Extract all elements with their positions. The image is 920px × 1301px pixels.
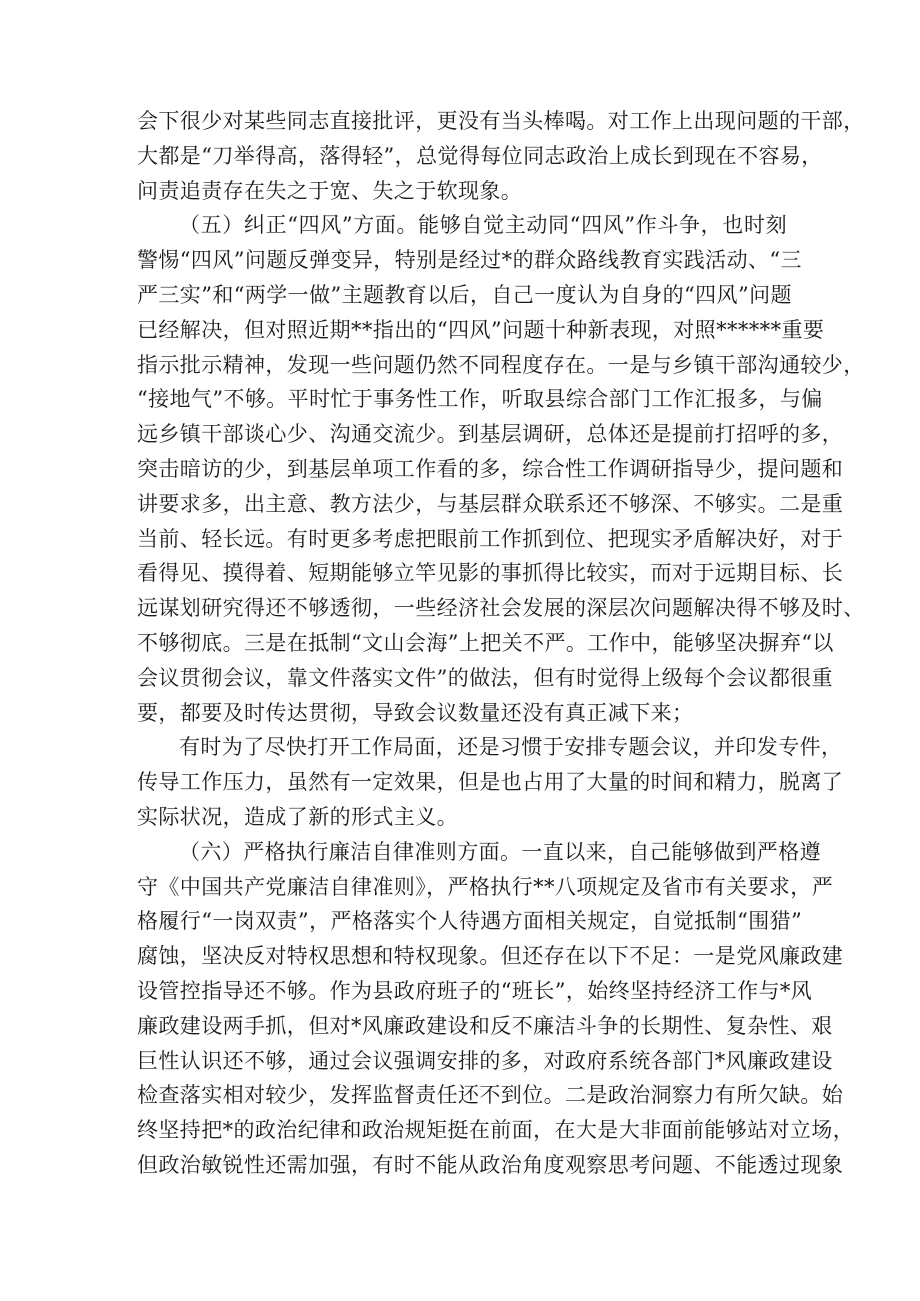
text-line: 讲要求多，出主意、教方法少，与基层群众联系还不够深、不够实。二是重 <box>137 491 844 516</box>
text-line: 不够彻底。三是在抵制“文山会海”上把关不严。工作中，能够坚决摒弃“以 <box>137 630 834 655</box>
text-line: “接地气”不够。平时忙于事务性工作，听取县综合部门工作汇报多，与偏 <box>137 387 823 412</box>
text-line: （五）纠正“四风”方面。能够自觉主动同“四风”作斗争，也时刻 <box>179 213 787 238</box>
text-line: 传导工作压力，虽然有一定效果，但是也占用了大量的时间和精力，脱离了 <box>137 770 844 795</box>
text-line: 格履行“一岗双责”，严格落实个人待遇方面相关规定，自觉抵制“围猎” <box>137 909 803 934</box>
text-line: （六）严格执行廉洁自律准则方面。一直以来，自己能够做到严格遵 <box>179 839 821 864</box>
text-line: 有时为了尽快打开工作局面，还是习惯于安排专题会议，并印发专件， <box>179 735 843 760</box>
paragraph <box>137 104 865 208</box>
text-line: 检查落实相对较少，发挥监督责任还不到位。二是政治洞察力有所欠缺。始 <box>137 1083 844 1108</box>
text-line: 看得见、摸得着、短期能够立竿见影的事抓得比较实，而对于远期目标、长 <box>137 561 844 586</box>
text-line: 腐蚀，坚决反对特权思想和特权现象。但还存在以下不足：一是党风廉政建 <box>137 944 844 969</box>
text-line: 指示批示精神，发现一些问题仍然不同程度存在。一是与乡镇干部沟通较少， <box>137 352 865 377</box>
document-body <box>137 104 865 1183</box>
text-line: 当前、轻长远。有时更多考虑把眼前工作抓到位、把现实矛盾解决好，对于 <box>137 526 844 551</box>
text-line: 远乡镇干部谈心少、沟通交流少。到基层调研，总体还是提前打招呼的多， <box>137 422 844 447</box>
text-line: 但政治敏锐性还需加强，有时不能从政治角度观察思考问题、不能透过现象 <box>137 1152 844 1177</box>
paragraph <box>137 835 855 1183</box>
text-line: 问责追责存在失之于宽、失之于软现象。 <box>137 178 523 203</box>
text-line: 终坚持把*的政治纪律和政治规矩挺在前面，在大是大非面前能够站对立场， <box>137 1118 855 1143</box>
text-line: 大都是“刀举得高，落得轻”，总觉得每位同志政治上成长到现在不容易， <box>137 143 823 168</box>
text-line: 会议贯彻会议，靠文件落实文件”的做法，但有时觉得上级每个会议都很重 <box>137 665 833 690</box>
text-line: 突击暗访的少，到基层单项工作看的多，综合性工作调研指导少，提问题和 <box>137 456 844 481</box>
text-line: 巨性认识还不够，通过会议强调安排的多，对政府系统各部门*风廉政建设 <box>137 1048 833 1073</box>
text-line: 严三实”和“两学一做”主题教育以后，自己一度认为自身的“四风”问题 <box>137 282 792 307</box>
paragraph <box>137 208 865 730</box>
text-line: 会下很少对某些同志直接批评，更没有当头棒喝。对工作上出现问题的干部， <box>137 109 865 133</box>
text-line: 实际状况，造成了新的形式主义。 <box>137 804 458 829</box>
text-line: 守《中国共产党廉洁自律准则》，严格执行**八项规定及省市有关要求，严 <box>137 874 834 899</box>
paragraph <box>137 730 844 834</box>
text-line: 廉政建设两手抓，但对*风廉政建设和反不廉洁斗争的长期性、复杂性、艰 <box>137 1013 833 1038</box>
text-line: 远谋划研究得还不够透彻，一些经济社会发展的深层次问题解决得不够及时、 <box>137 596 865 621</box>
text-line: 已经解决，但对照近期**指出的“四风”问题十种新表现，对照******重要 <box>137 317 825 342</box>
text-line: 要，都要及时传达贯彻，导致会议数量还没有真正减下来； <box>137 700 694 725</box>
text-line: 设管控指导还不够。作为县政府班子的“班长”，始终坚持经济工作与*风 <box>137 978 813 1003</box>
text-line: 警惕“四风”问题反弹变异，特别是经过*的群众路线教育实践活动、“三 <box>137 248 802 273</box>
